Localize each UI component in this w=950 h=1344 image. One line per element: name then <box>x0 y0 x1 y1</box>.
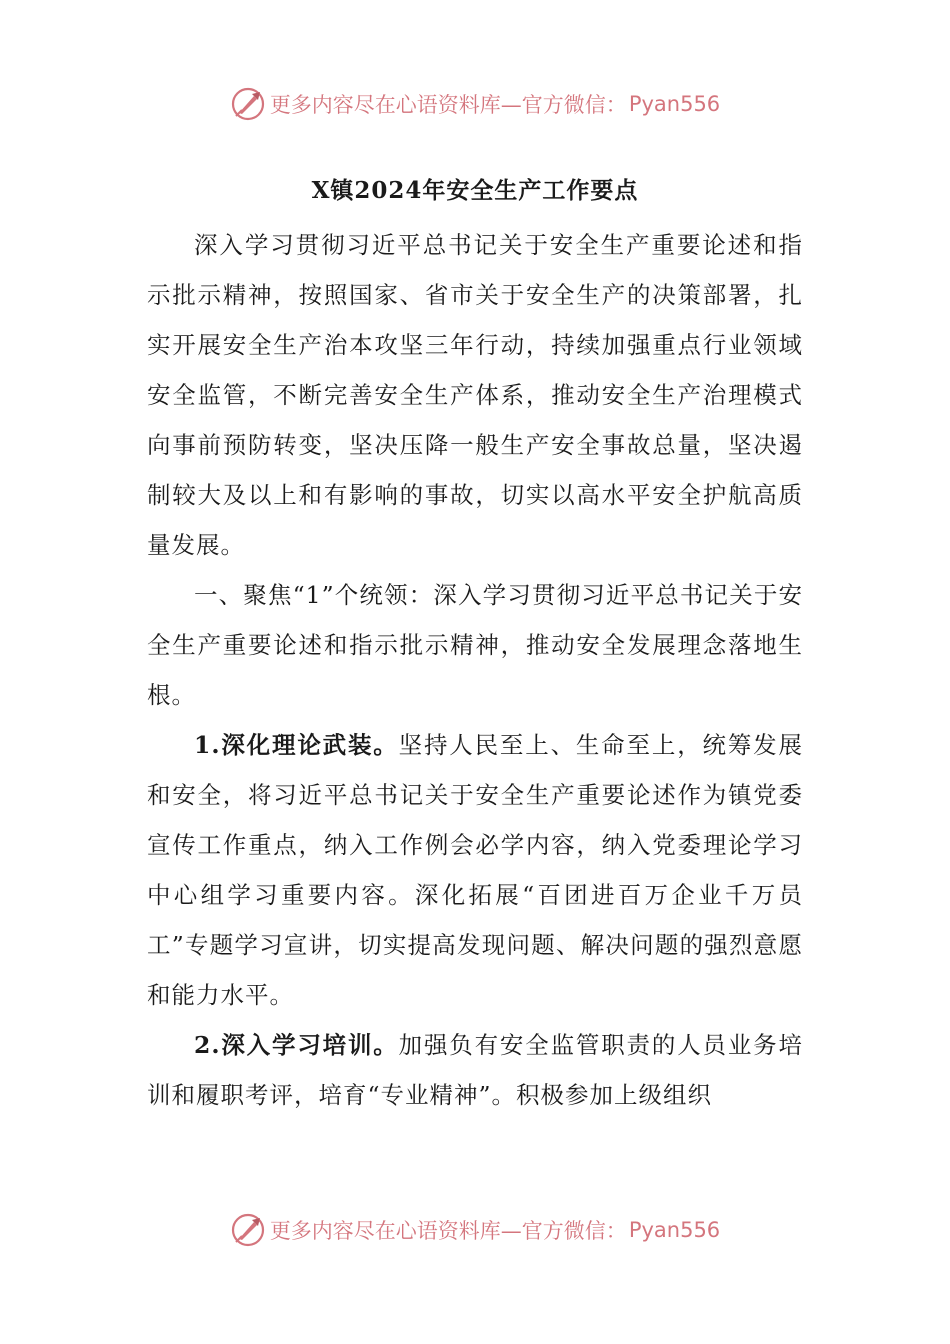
watermark-wechat-id: Pyan556 <box>628 92 721 116</box>
watermark-wechat-id: Pyan556 <box>628 1218 721 1242</box>
quill-logo-icon <box>230 1212 266 1248</box>
document-body <box>147 220 803 1120</box>
item-1-lead: 1.深化理论武装。 <box>194 731 399 759</box>
watermark-text: 更多内容尽在心语资料库—官方微信： <box>269 93 627 117</box>
watermark-text: 更多内容尽在心语资料库—官方微信： <box>269 1219 627 1243</box>
item-2-lead: 2.深入学习培训。 <box>194 1031 399 1059</box>
intro-paragraph: 深入学习贯彻习近平总书记关于安全生产重要论述和指示批示精神，按照国家、省市关于安全生产的决策部署，扎实开展安全生产治本攻坚三年行动，持续加强重点行业领域安全监管，不断完善安全生产体系，推动安全生产治理模式向事前预防转变，坚决压降一般生产安全事故总量，坚决遏制较大及以上和有影响的事故，切实以高水平安全护航高质量发展。 <box>147 231 803 559</box>
item-2-body: 加强负有安全监管职责的人员业务培训和履职考评，培育“专业精神”。积极参加上级组织 <box>147 1031 803 1109</box>
watermark-footer <box>0 1208 950 1252</box>
section-1-heading: 一、聚焦“1”个统领：深入学习贯彻习近平总书记关于安全生产重要论述和指示批示精神，推动安全发展理念落地生根。 <box>147 581 803 709</box>
item-1-paragraph <box>147 720 803 1020</box>
document-title: X镇2024年安全生产工作要点 <box>311 177 639 204</box>
item-1-body: 坚持人民至上、生命至上，统筹发展和安全，将习近平总书记关于安全生产重要论述作为镇党委宣传工作重点，纳入工作例会必学内容，纳入党委理论学习中心组学习重要内容。深化拓展“百团进百万企业千万员工”专题学习宣讲，切实提高发现问题、解决问题的强烈意愿和能力水平。 <box>147 731 803 1009</box>
quill-logo-icon <box>230 86 266 122</box>
watermark-header <box>0 82 950 126</box>
item-2-paragraph <box>147 1020 803 1120</box>
